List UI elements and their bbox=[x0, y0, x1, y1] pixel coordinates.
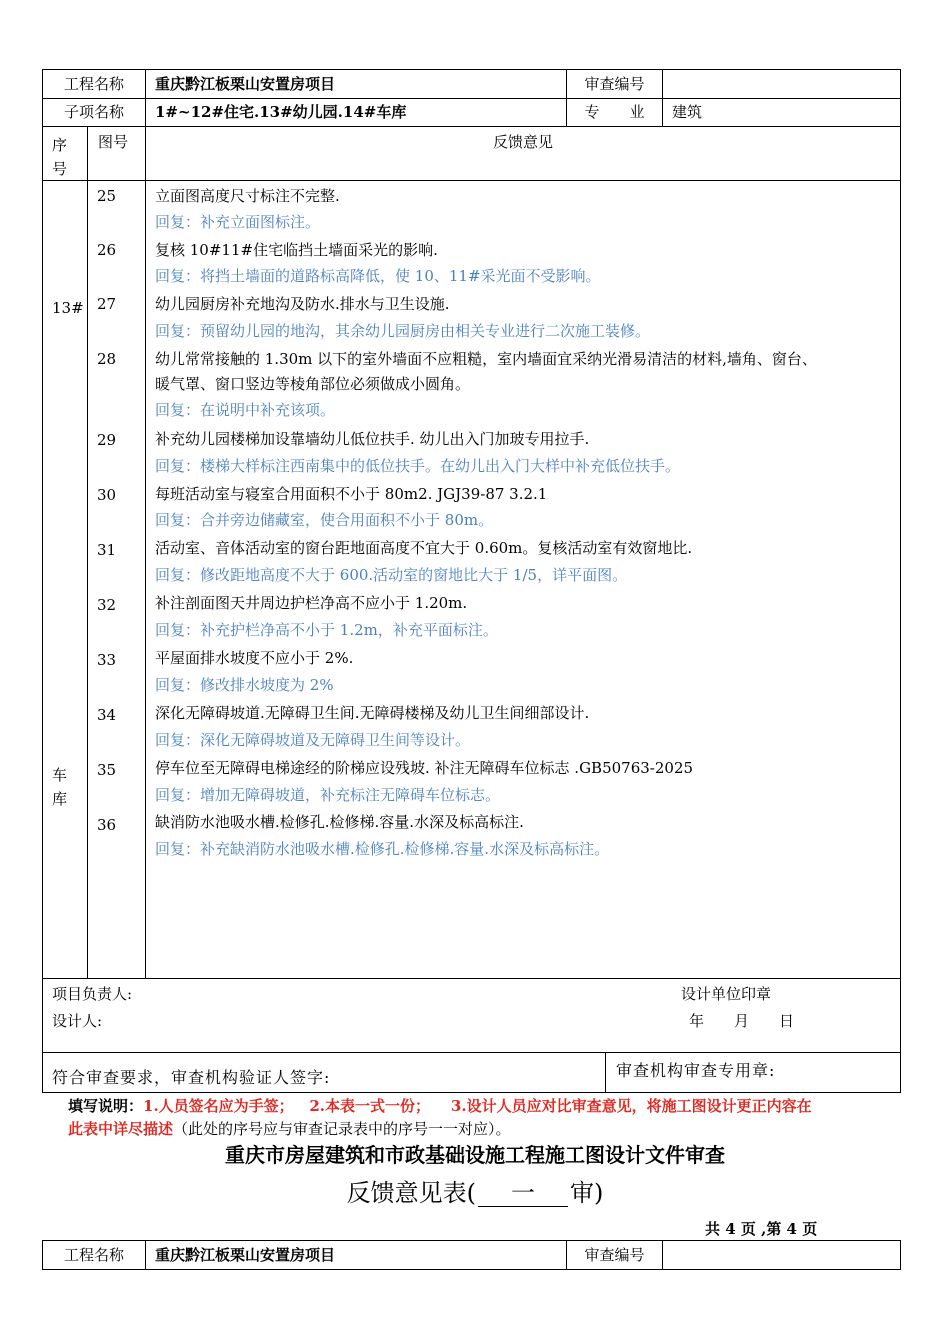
item-text: 停车位至无障碍电梯途经的阶梯应设残坡. 补注无障碍车位标志 .GB50763-2025 bbox=[155, 759, 694, 777]
review-no-label: 审查编号 bbox=[584, 75, 645, 93]
verifier-signature-label: 符合审查要求，审查机构验证人签字: bbox=[52, 1068, 331, 1087]
instructions-label: 填写说明： bbox=[68, 1097, 144, 1115]
major-value: 建筑 bbox=[672, 103, 703, 121]
next-project-name-label: 工程名称 bbox=[63, 1246, 124, 1264]
next-project-name-value: 重庆黔江板栗山安置房项目 bbox=[155, 1246, 336, 1264]
instructions-line-1 bbox=[68, 1097, 812, 1115]
item-text: 活动室、音体活动室的窗台距地面高度不宜大于 0.60m。复核活动室有效窗地比. bbox=[155, 539, 693, 557]
next-review-no-label: 审查编号 bbox=[584, 1246, 645, 1264]
designer-label: 设计人: bbox=[52, 1012, 103, 1030]
item-number: 26 bbox=[97, 241, 117, 259]
item-reply: 回复：修改排水坡度为 2% bbox=[155, 676, 334, 694]
next-page-subtitle bbox=[0, 1178, 950, 1208]
item-text: 幼儿园厨房补充地沟及防水.排水与卫生设施. bbox=[155, 295, 450, 313]
item-reply: 回复：补充护栏净高不小于 1.2m，补充平面标注。 bbox=[155, 621, 498, 639]
item-text: 平屋面排水坡度不应小于 2%. bbox=[155, 649, 354, 667]
item-reply: 回复：在说明中补充该项。 bbox=[155, 401, 336, 419]
group-label-garage: 车 库 bbox=[52, 766, 68, 808]
item-reply: 回复：修改距地高度不大于 600.活动室的窗地比大于 1/5，详平面图。 bbox=[155, 566, 628, 584]
project-name-value: 重庆黔江板栗山安置房项目 bbox=[155, 75, 336, 93]
major-label: 专 业 bbox=[584, 103, 645, 121]
instruction-1: 1.人员签名应为手签； bbox=[143, 1097, 294, 1115]
project-name-label: 工程名称 bbox=[63, 75, 124, 93]
instruction-3: 3.设计人员应对比审查意见，将施工图设计更正内容在 bbox=[450, 1097, 812, 1115]
item-reply: 回复：增加无障碍坡道，补充标注无障碍车位标志。 bbox=[155, 786, 501, 804]
project-lead-label: 项目负责人: bbox=[52, 985, 133, 1003]
item-number: 32 bbox=[97, 596, 117, 614]
page-info: 共 4 页 ,第 4 页 bbox=[705, 1220, 818, 1238]
instruction-2: 2.本表一式一份； bbox=[309, 1097, 431, 1115]
instruction-3-continued: 此表中详尽描述 bbox=[68, 1120, 174, 1138]
item-text: 立面图高度尺寸标注不完整. bbox=[155, 187, 340, 205]
item-reply: 回复：合并旁边储藏室，使合用面积不小于 80m。 bbox=[155, 511, 494, 529]
item-text: 补充幼儿园楼梯加设靠墙幼儿低位扶手. 幼儿出入门加玻专用拉手. bbox=[155, 430, 590, 448]
item-text: 深化无障碍坡道.无障碍卫生间.无障碍楼梯及幼儿卫生间细部设计. bbox=[155, 704, 590, 722]
instructions-line-2 bbox=[68, 1120, 511, 1138]
subtitle-prefix: 反馈意见表( bbox=[346, 1179, 476, 1207]
item-number: 34 bbox=[97, 706, 117, 724]
design-seal-label: 设计单位印章 bbox=[681, 985, 772, 1003]
item-reply: 回复：补充缺消防水池吸水槽.检修孔.检修梯.容量.水深及标高标注。 bbox=[155, 840, 610, 858]
sub-item-label: 子项名称 bbox=[63, 103, 124, 121]
item-text-continued: 暖气罩、窗口竖边等棱角部位必须做成小圆角。 bbox=[155, 375, 471, 393]
item-reply: 回复：楼梯大样标注西南集中的低位扶手。在幼儿出入门大样中补充低位扶手。 bbox=[155, 457, 681, 475]
item-number: 35 bbox=[97, 761, 117, 779]
item-number: 36 bbox=[97, 816, 117, 834]
review-seal-label: 审查机构审查专用章: bbox=[616, 1061, 776, 1080]
item-number: 28 bbox=[97, 350, 117, 368]
item-text: 幼儿常常接触的 1.30m 以下的室外墙面不应粗糙，室内墙面宜采纳光滑易清洁的材料,墙角、窗台、 bbox=[155, 350, 817, 368]
date-label: 年 月 日 bbox=[689, 1012, 795, 1030]
fig-column-header: 图号 bbox=[98, 133, 129, 151]
sub-item-value: 1#~12#住宅.13#幼儿园.14#车库 bbox=[155, 103, 407, 121]
seq-column-header: 序 号 bbox=[52, 136, 68, 178]
group-label-kindergarten: 13# bbox=[52, 299, 84, 317]
item-text: 复核 10#11#住宅临挡土墙面采光的影响. bbox=[155, 241, 438, 259]
item-number: 27 bbox=[97, 295, 117, 313]
item-reply: 回复：将挡土墙面的道路标高降低，使 10、11#采光面不受影响。 bbox=[155, 267, 601, 285]
next-page-title: 重庆市房屋建筑和市政基础设施工程施工图设计文件审查 bbox=[225, 1143, 725, 1167]
item-number: 30 bbox=[97, 486, 117, 504]
item-text: 每班活动室与寝室合用面积不小于 80m2. JGJ39-87 3.2.1 bbox=[155, 485, 548, 503]
review-round: 一 bbox=[478, 1180, 568, 1207]
item-text: 补注剖面图天井周边护栏净高不应小于 1.20m. bbox=[155, 594, 468, 612]
item-reply: 回复：深化无障碍坡道及无障碍卫生间等设计。 bbox=[155, 731, 471, 749]
item-number: 33 bbox=[97, 651, 117, 669]
item-text: 缺消防水池吸水槽.检修孔.检修梯.容量.水深及标高标注. bbox=[155, 813, 524, 831]
item-reply: 回复：补充立面图标注。 bbox=[155, 213, 321, 231]
item-number: 29 bbox=[97, 431, 117, 449]
item-number: 31 bbox=[97, 541, 117, 559]
instruction-3-note: （此处的序号应与审查记录表中的序号一一对应）。 bbox=[173, 1120, 511, 1138]
subtitle-suffix: 审) bbox=[570, 1179, 604, 1207]
item-reply: 回复：预留幼儿园的地沟，其余幼儿园厨房由相关专业进行二次施工装修。 bbox=[155, 322, 651, 340]
item-number: 25 bbox=[97, 187, 117, 205]
feedback-column-header: 反馈意见 bbox=[492, 133, 553, 151]
